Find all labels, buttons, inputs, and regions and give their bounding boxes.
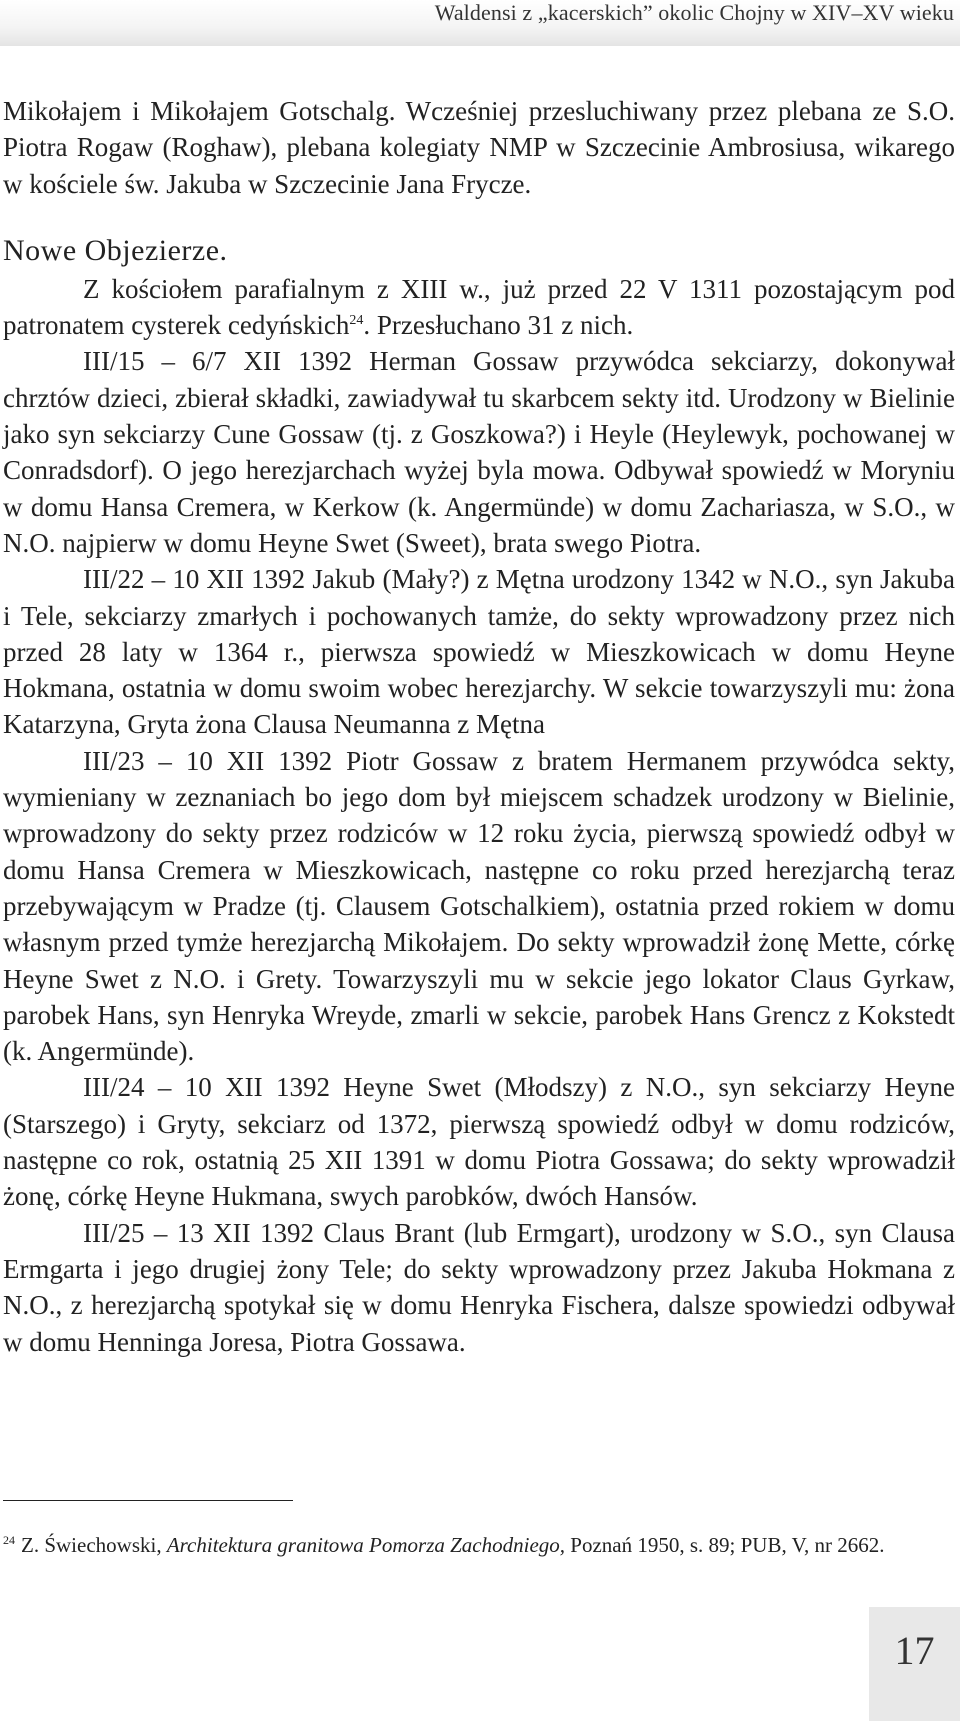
paragraph-text: Z kościołem parafialnym z XIII w., już przed 22 V 1311 pozostającym pod patronatem cysterek cedyńskich — [3, 273, 955, 341]
section-heading: Nowe Objezierze. — [3, 233, 228, 267]
paragraph: Mikołajem i Mikołajem Gotschalg. Wcześniej przesluchiwany przez plebana ze S.O. Piotra Rogaw (Roghaw), plebana kolegiaty NMP w Szczecinie Ambrosiusa, wikarego w kościele św. Jakuba w Szczecinie Jana Frycze. — [3, 96, 955, 199]
page-number-box — [869, 1607, 960, 1721]
paragraph: III/25 – 13 XII 1392 Claus Brant (lub Ermgart), urodzony w S.O., syn Clausa Ermgarta i jego drugiej żony Tele; do sekty wprowadzony przez Jakuba Hokmana z N.O., z herezjarchą spotykał się w domu Henryka Fischera, dalsze spowiedzi odbywał w domu Henninga Joresa, Piotra Gossawa. — [3, 1217, 955, 1357]
footnote — [3, 1530, 955, 1560]
footnote-author: Z. Świechowski, — [21, 1533, 162, 1557]
paragraph: III/15 – 6/7 XII 1392 Herman Gossaw przywódca sekciarzy, dokonywał chrztów dzieci, zbierał składki, zawiadywał tu skarbcem sekty itd. Urodzony w Bielinie jako syn sekciarzy Cune Gossaw (tj. z Goszkowa?) i Heyle (Heylewyk, pochowanej w Conradsdorf). O jego herezjarchach wyżej byla mowa. Odbywał spowiedź w Moryniu w domu Hansa Cremera, w Kerkow (k. Angermünde) w domu Zachariasza, w S.O., w N.O. najpierw w domu Heyne Swet (Sweet), brata swego Piotra. — [3, 346, 955, 558]
page-number: 17 — [894, 1628, 935, 1673]
paragraph: III/22 – 10 XII 1392 Jakub (Mały?) z Mętna urodzony 1342 w N.O., syn Jakuba i Tele, sekciarzy zmarłych i pochowanych tamże, do sekty wprowadzony przez nich przed 28 laty w 1364 r., pierwsza spowiedź w Mieszkowicach w domu Heyne Hokmana, ostatnia w domu swoim wobec herezjarchy. W sekcie towarzyszyli mu: żona Katarzyna, Gryta żona Clausa Neumanna z Mętna — [3, 564, 955, 740]
paragraph: III/24 – 10 XII 1392 Heyne Swet (Młodszy) z N.O., syn sekciarzy Heyne (Starszego) i Gryty, sekciarz od 1372, pierwszą spowiedź odbył w domu rodziców, następne co rok, ostatnią 25 XII 1391 w domu Piotra Gossawa; do sekty wprowadził żonę, córkę Heyne Hukmana, swych parobków, dwóch Hansów. — [3, 1072, 955, 1212]
running-title: Waldensi z „kacerskich” okolic Chojny w XIV–XV wieku — [434, 0, 954, 25]
running-header — [0, 0, 960, 46]
paragraph — [3, 271, 955, 344]
footnote-reference[interactable]: 24 — [349, 313, 364, 329]
paragraph-text: . Przesłuchano 31 z nich. — [363, 310, 634, 341]
footnote-title: Architektura granitowa Pomorza Zachodniego, — [166, 1533, 566, 1557]
footnote-citation: Poznań 1950, s. 89; PUB, V, nr 2662. — [570, 1533, 885, 1557]
main-text — [3, 93, 955, 1360]
footnote-divider — [3, 1500, 293, 1501]
paragraph: III/23 – 10 XII 1392 Piotr Gossaw z bratem Hermanem przywódca sekty, wymieniany w zeznaniach bo jego dom był miejscem schadzek urodzony w Bielinie, wprowadzony do sekty przez rodziców w 12 roku życia, pierwszą spowiedź odbył w domu Hansa Cremera w Mieszkowicach, następne co roku przed herezjarchą teraz przebywającym w Pradze (tj. Clausem Gotschalkiem), ostatnia przed rokiem w domu własnym przed tymże herezjarchą Mikołajem. Do sekty wprowadził żonę Mette, córkę Heyne Swet z N.O. i Grety. Towarzyszyli mu w sekcie jego lokator Claus Gyrkaw, parobek Hans, syn Henryka Wreyde, zmarli w sekcie, parobek Hans Grencz z Kokstedt (k. Angermünde). — [3, 745, 955, 1067]
footnote-number: 24 — [3, 1533, 15, 1547]
